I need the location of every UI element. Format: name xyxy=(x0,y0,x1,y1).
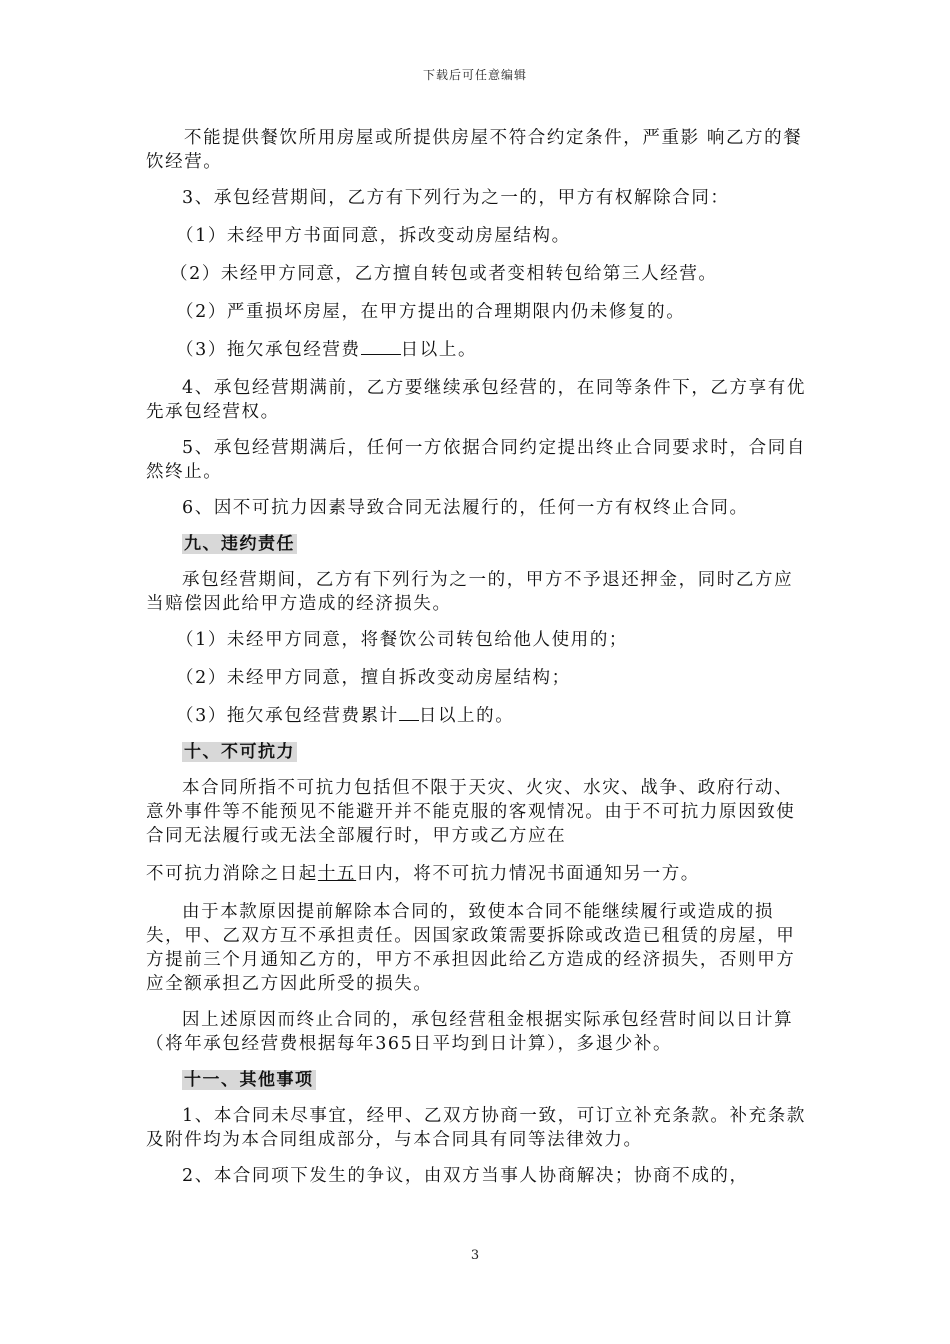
text-segment: （3）拖欠承包经营费 xyxy=(176,340,361,360)
list-item xyxy=(146,338,812,362)
text-segment: 日内，将不可抗力情况书面通知另一方。 xyxy=(356,864,700,884)
paragraph: 不能提供餐饮所用房屋或所提供房屋不符合约定条件，严重影 响乙方的餐饮经营。 xyxy=(146,128,803,172)
list-item: （1）未经甲方同意，将餐饮公司转包给他人使用的； xyxy=(176,630,629,650)
text-segment: 日以上的。 xyxy=(418,706,515,726)
clause-2: 2、本合同项下发生的争议，由双方当事人协商解决；协商不成的， xyxy=(182,1166,749,1186)
list-item: （2）未经甲方同意，擅自拆改变动房屋结构； xyxy=(176,668,571,688)
text-segment: 不可抗力消除之日起 xyxy=(146,864,318,884)
clause-5: 5、承包经营期满后，任何一方依据合同约定提出终止合同要求时，合同自然终止。 xyxy=(146,438,806,482)
text-segment: 日以上。 xyxy=(400,340,478,360)
page-number: 3 xyxy=(470,1248,480,1263)
list-item: （2）未经甲方同意，乙方擅自转包或者变相转包给第三人经营。 xyxy=(170,264,718,284)
list-item xyxy=(146,704,812,728)
paragraph: 由于本款原因提前解除本合同的，致使本合同不能继续履行或造成的损失，甲、乙双方互不承担责任。因国家政策需要拆除或改造已租赁的房屋，甲方提前三个月通知乙方的，甲方不承担因此给乙方造成的经济损失，否则甲方应全额承担乙方因此所受的损失。 xyxy=(146,902,796,994)
clause-6: 6、因不可抗力因素导致合同无法履行的，任何一方有权终止合同。 xyxy=(182,498,749,518)
paragraph: 承包经营期间，乙方有下列行为之一的，甲方不予退还押金，同时乙方应当赔偿因此给甲方造成的经济损失。 xyxy=(146,570,794,614)
list-item: （2）严重损坏房屋，在甲方提出的合理期限内仍未修复的。 xyxy=(176,302,686,322)
clause-4: 4、承包经营期满前，乙方要继续承包经营的，在同等条件下，乙方享有优先承包经营权。 xyxy=(146,378,806,422)
page-header: 下载后可任意编辑 xyxy=(422,68,527,82)
fill-blank xyxy=(399,704,419,721)
list-item: （1）未经甲方书面同意，拆改变动房屋结构。 xyxy=(176,226,571,246)
text-segment: （3）拖欠承包经营费累计 xyxy=(176,706,399,726)
section-heading-10: 十、不可抗力 xyxy=(184,742,295,762)
paragraph: 因上述原因而终止合同的，承包经营租金根据实际承包经营时间以日计算（将年承包经营费根据每年365日平均到日计算），多退少补。 xyxy=(146,1010,794,1054)
section-heading-9: 九、违约责任 xyxy=(184,534,295,554)
paragraph: 本合同所指不可抗力包括但不限于天灾、火灾、水灾、战争、政府行动、意外事件等不能预见不能避开并不能克服的客观情况。由于不可抗力原因致使合同无法履行或无法全部履行时，甲方或乙方应在 xyxy=(146,778,796,846)
clause-1: 1、本合同未尽事宜，经甲、乙双方协商一致，可订立补充条款。补充条款及附件均为本合同组成部分，与本合同具有同等法律效力。 xyxy=(146,1106,806,1150)
clause-3: 3、承包经营期间，乙方有下列行为之一的，甲方有权解除合同： xyxy=(182,188,730,208)
section-heading-11: 十一、其他事项 xyxy=(184,1070,314,1090)
document-body xyxy=(146,126,812,1188)
fill-blank xyxy=(361,338,401,355)
paragraph xyxy=(146,862,812,886)
underlined-text: 十五 xyxy=(317,864,357,884)
